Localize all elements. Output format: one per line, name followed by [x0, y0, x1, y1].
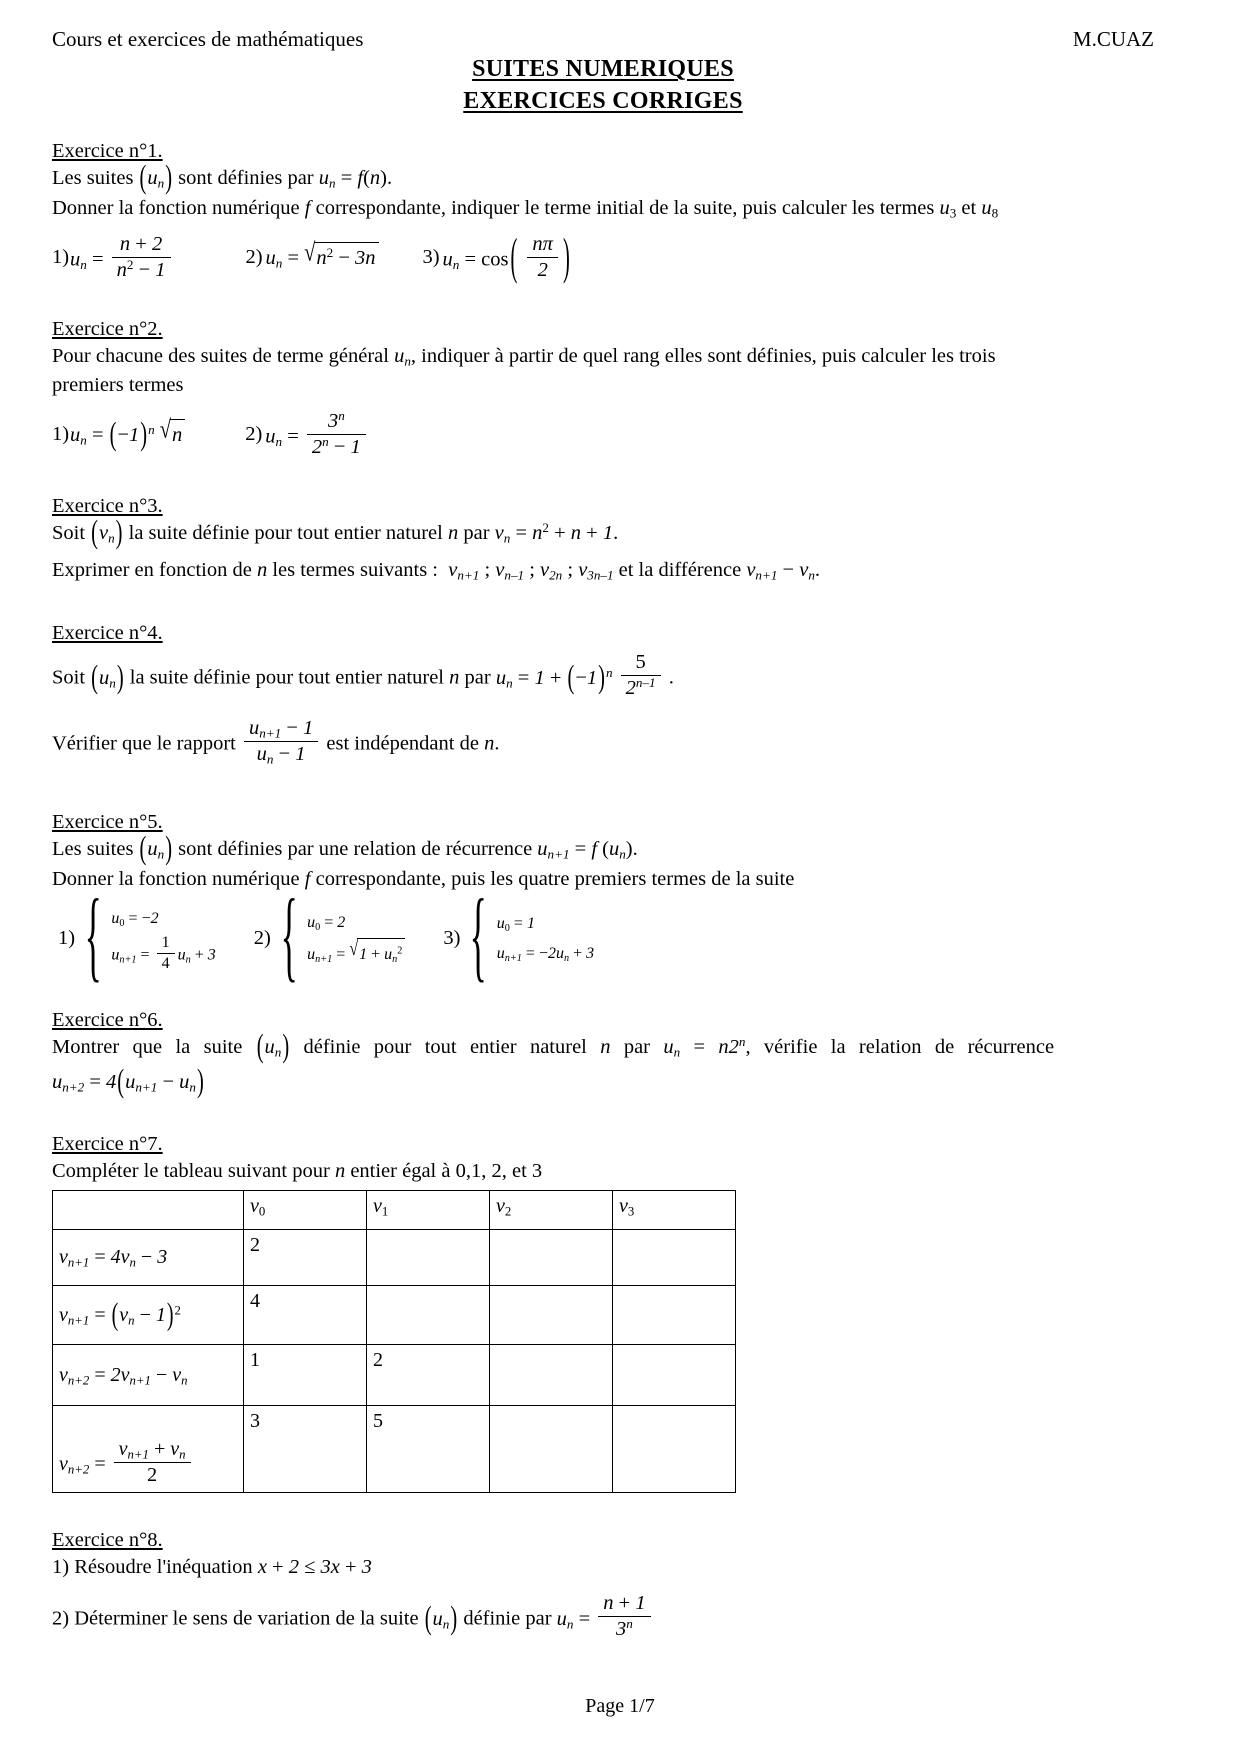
page-footer	[0, 1695, 1240, 1718]
table-header-v0: $v_0$	[244, 1191, 367, 1230]
brace-icon: {	[470, 881, 488, 993]
exercise-heading-5: Exercice n°5.	[52, 811, 163, 834]
formula-5-1-eq2: $u_{n+1}$ = $\frac{1}{4}$ $u_n + 3$	[111, 933, 216, 972]
formula-5-3-eq1: $u_0 = 1$	[496, 914, 535, 934]
exercise-heading-2: Exercice n°2.	[52, 318, 163, 340]
formula-5-3-eq2: $u_{n+1} = -2u_n + 3$	[496, 944, 595, 964]
exercise-3-line-1: Soit $(v_n)$ la suite définie pour tout entier naturel n par $v_n = n^2 + n + 1$.	[52, 515, 619, 551]
exercise-8-line-2: 2) Déterminer le sens de variation de la suite $(u_n)$ définie par $u_n$ = $\frac{n + 1}{3^n}$	[52, 1592, 1154, 1641]
exercise-6-line-1: Montrer que la suite $(u_n)$ définie pour tout entier naturel n par $u_n = n2^n$, vérifie la relation de récurrence	[52, 1028, 1055, 1065]
exercise-2-line-1: Pour chacune des suites de terme général $u_n$, indiquer à partir de quel rang elles sont définies, puis calculer les trois	[52, 345, 996, 369]
table-cell-v0[interactable]: 2	[244, 1230, 367, 1286]
exercise-2-line-2: premiers termes	[52, 374, 184, 397]
exercise-3-line-2: Exprimer en fonction de n les termes suivants : $v_{n+1}$ ; $v_{n-1}$ ; $v_{2n}$ ; $v_{3n-1}$ et la différence $v_{n+1} - v_n$.	[52, 559, 820, 583]
table-row	[53, 1406, 736, 1493]
exercise-heading-7: Exercice n°7.	[52, 1133, 163, 1155]
system-label-5-2: 2)	[253, 927, 271, 950]
item-label-1-3: 3)	[422, 245, 440, 268]
table-cell-v1[interactable]	[367, 1286, 490, 1345]
table-header-v3: $v_3$	[613, 1191, 736, 1230]
exercise-5-line-2: Donner la fonction numérique f correspondante, puis les quatre premiers termes de la suite	[52, 868, 795, 891]
table-cell-v1[interactable]: 2	[367, 1345, 490, 1406]
exercise-1-line-1: Les suites $(u_n)$ sont définies par $u_n = f(n)$.	[52, 159, 393, 196]
document-title-block	[52, 53, 1154, 118]
formula-1-1: $u_n$ = $\frac{n + 2}{n^2 - 1}$	[70, 233, 174, 282]
table-cell-v0[interactable]: 3	[244, 1406, 367, 1493]
formula-1-2: $u_n = √n^2 - 3n$	[266, 242, 379, 273]
brace-icon: {	[84, 881, 102, 993]
table-cell-v3[interactable]	[613, 1406, 736, 1493]
item-label-2-2: 2)	[245, 423, 263, 446]
page-header	[52, 28, 1154, 51]
formula-6-1: $u_{n+2} = 4(u_{n+1} - u_n)$	[52, 1063, 204, 1100]
exercise-2-formulas	[52, 410, 1154, 459]
exercise-1-formulas	[52, 231, 1154, 287]
system-5-3	[443, 881, 598, 993]
document-title-line-2: EXERCICES CORRIGES	[463, 88, 743, 115]
exercise-4-line-2: Vérifier que le rapport $\frac{u_{n+1} - 1}{u_n - 1}$ est indépendant de n.	[52, 717, 500, 767]
table-header-row	[53, 1191, 736, 1230]
exercise-heading-8: Exercice n°8.	[52, 1529, 163, 1552]
exercise-4-line-1: Soit $(u_n)$ la suite définie pour tout entier naturel n par $u_n = 1 + (-1)^n$ $\frac{5}{2^{n-1}}$ .	[52, 651, 674, 700]
exercise-5-systems	[58, 881, 1154, 993]
header-author: M.CUAZ	[1072, 27, 1154, 51]
formula-5-2-eq2: $u_{n+1} = √1 + u_n^2$	[307, 938, 405, 970]
table-header-v2: $v_2$	[490, 1191, 613, 1230]
formula-5-1-eq1: $u_0 = -2$	[111, 910, 159, 930]
formula-2-2: $u_n$ = $\frac{3^n}{2^n - 1}$	[265, 410, 369, 459]
table-cell-formula: $v_{n+2} = 2v_{n+1} - v_n$	[53, 1345, 244, 1406]
table-cell-v3[interactable]	[613, 1286, 736, 1345]
system-5-2	[253, 881, 410, 993]
table-header-v1: $v_1$	[367, 1191, 490, 1230]
exercise-heading-1: Exercice n°1.	[52, 139, 163, 162]
table-row	[53, 1345, 736, 1406]
system-5-1	[58, 881, 220, 993]
table-cell-formula: $v_{n+2}$ = $\frac{v_{n+1} + v_n}{2}$	[53, 1406, 244, 1493]
table-cell-v2[interactable]	[490, 1406, 613, 1493]
formula-5-2-eq1: $u_0 = 2$	[307, 913, 346, 933]
table-cell-v1[interactable]: 5	[367, 1406, 490, 1493]
item-label-1-2: 2)	[245, 245, 263, 268]
table-cell-v0[interactable]: 1	[244, 1345, 367, 1406]
table-cell-v2[interactable]	[490, 1345, 613, 1406]
exercise-6-line-2	[52, 1063, 1154, 1100]
exercise-7-table	[52, 1190, 736, 1493]
header-left-text: Cours et exercices de mathématiques	[52, 27, 364, 51]
exercise-heading-3: Exercice n°3.	[52, 495, 163, 518]
exercise-1-line-2: Donner la fonction numérique f correspondante, indiquer le terme initial de la suite, puis calculer les termes $u_3$ et $u_8$	[52, 196, 999, 221]
table-cell-v1[interactable]	[367, 1230, 490, 1286]
table-cell-v0[interactable]: 4	[244, 1286, 367, 1345]
exercise-8-line-1: 1) Résoudre l'inéquation x + 2 ≤ 3x + 3	[52, 1556, 372, 1579]
formula-1-3: $u_n = \cos$( $\frac{n\pi}{2}$ )	[442, 231, 570, 287]
system-label-5-3: 3)	[443, 927, 461, 950]
table-row	[53, 1230, 736, 1286]
item-label-1-1: 1)	[52, 245, 70, 268]
table-cell-formula: $v_{n+1} = (v_n - 1)^2$	[53, 1286, 244, 1345]
table-header-blank	[53, 1191, 244, 1230]
table-cell-v2[interactable]	[490, 1286, 613, 1345]
page-number: Page 1/7	[585, 1695, 655, 1717]
exercise-heading-4: Exercice n°4.	[52, 622, 163, 645]
table-cell-v3[interactable]	[613, 1345, 736, 1406]
exercise-heading-6: Exercice n°6.	[52, 1008, 163, 1031]
table-cell-v2[interactable]	[490, 1230, 613, 1286]
document-title-line-1: SUITES NUMERIQUES	[472, 56, 734, 83]
formula-2-1: $u_n = (-1)^n$ √n	[70, 419, 185, 450]
exercise-5-line-1: Les suites $(u_n)$ sont définies par une relation de récurrence $u_{n+1} = f$ $(u_n)$.	[52, 831, 638, 867]
exercise-7-line-1: Compléter le tableau suivant pour n entier égal à 0,1, 2, et 3	[52, 1160, 543, 1182]
brace-icon: {	[280, 881, 298, 993]
table-cell-v3[interactable]	[613, 1230, 736, 1286]
item-label-2-1: 1)	[52, 423, 70, 446]
table-row	[53, 1286, 736, 1345]
table-cell-formula: $v_{n+1} = 4v_n - 3$	[53, 1230, 244, 1286]
system-label-5-1: 1)	[58, 927, 76, 950]
